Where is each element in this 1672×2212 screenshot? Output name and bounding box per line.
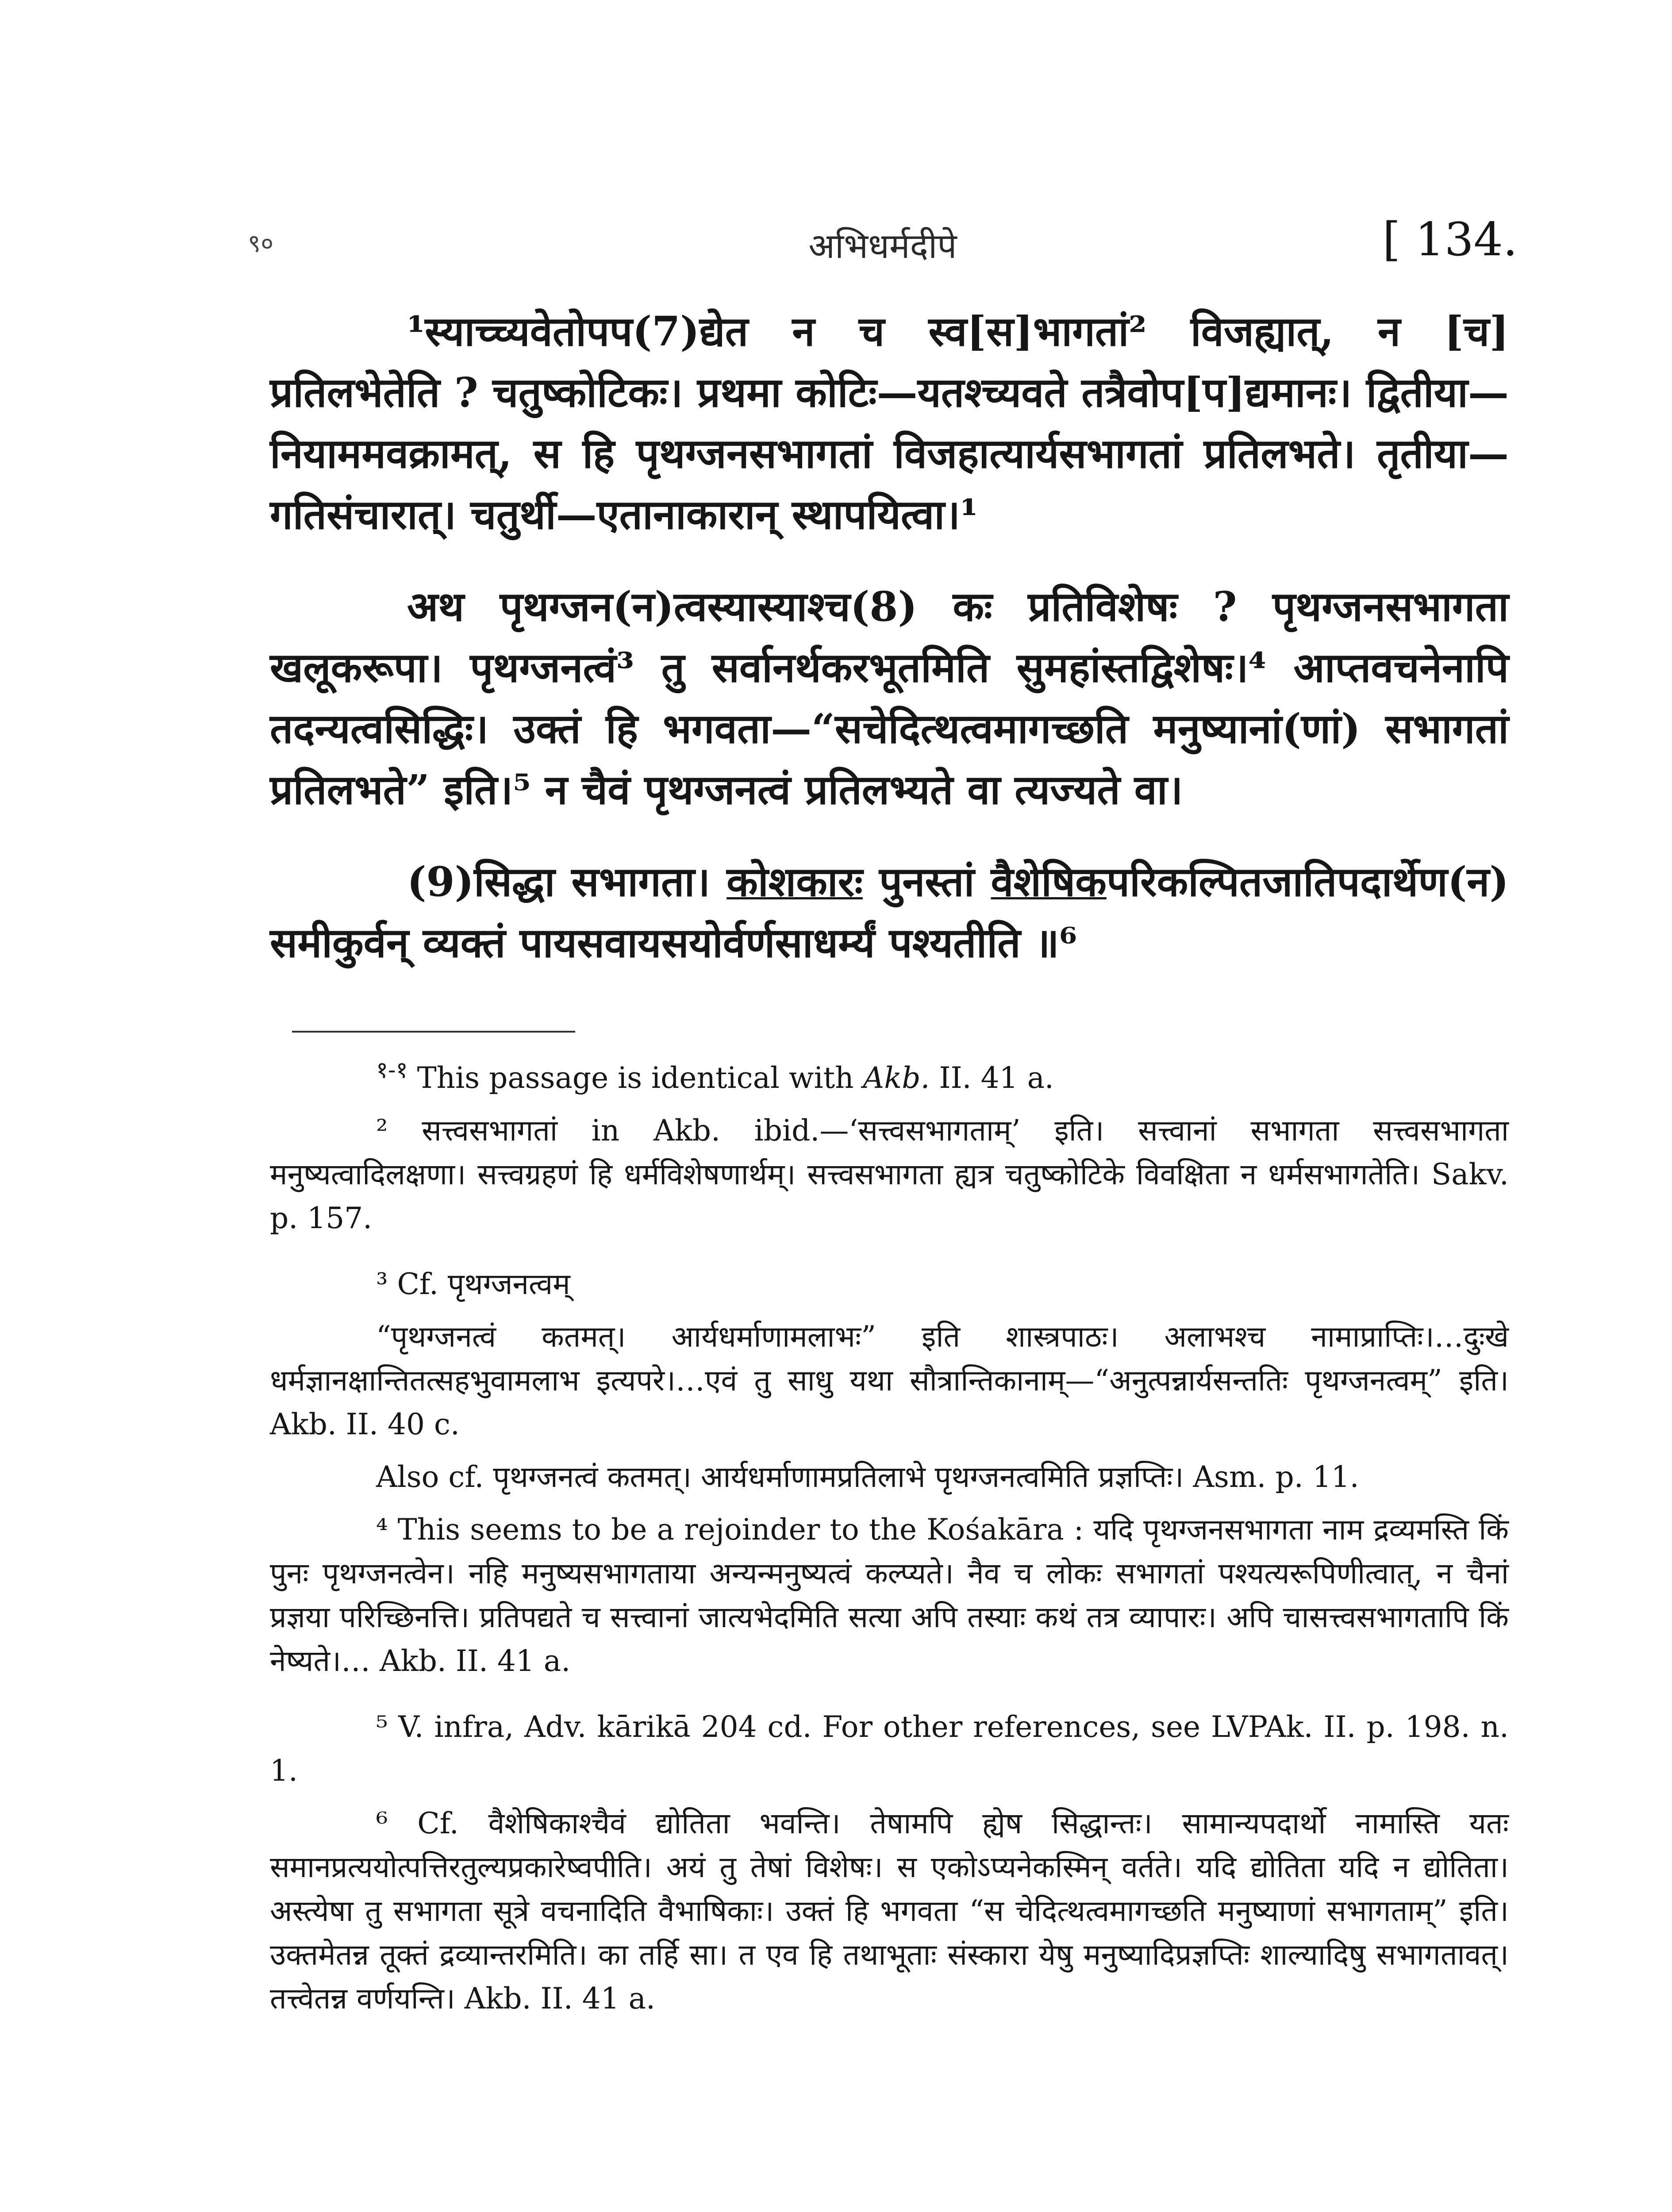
footnote-1-loc: II. 41 a. bbox=[939, 1061, 1054, 1095]
footnote-1-ref: Akb. bbox=[863, 1061, 930, 1095]
footnote-3-body: “पृथग्जनत्वं कतमत्। आर्यधर्माणामलाभः” इति शास्त्रपाठः। अलाभश्च नामाप्राप्तिः।…दुःखे धर्मज्ञानक्षान्तितत्सहभुवामलाभ इत्यपरे।…एवं तु साधु यथा सौत्रान्तिकानाम्—“अनुत्पन्नार्यसन्ततिः पृथग्जनत्वम्” इति। Akb. II. 40 c. bbox=[270, 1320, 1509, 1441]
main-text bbox=[270, 301, 1509, 1004]
main-paragraph-1: ¹स्याच्च्यवेतोपप(7)द्येत न च स्व[स]भागतां² विजह्यात्, न [च] प्रतिलभेतेति ? चतुष्कोटिकः। प्रथमा कोटिः—यतश्च्यवते तत्रैवोप[प]द्यमानः। द्वितीया—नियाममवक्रामत्, स हि पृथग्जनसभागतां विजहात्यार्यसभागतां प्रतिलभते। तृतीया—गतिसंचारात्। चतुर्थी—एतानाकारान् स्थापयित्वा।¹ bbox=[270, 307, 1509, 538]
footnote-5: ⁵ V. infra, Adv. kārikā 204 cd. For other references, see LVPAk. II. p. 198. n. 1. bbox=[270, 1710, 1509, 1788]
footnote-6: ⁶ Cf. वैशेषिकाश्चैवं द्योतिता भवन्ति। तेषामपि ह्येष सिद्धान्तः। सामान्यपदार्थो नामास्ति यतः समानप्रत्ययोत्पत्तिरतुल्यप्रकारेष्वपीति। अयं तु तेषां विशेषः। स एकोऽप्यनेकस्मिन् वर्तते। यदि द्योतिता यदि न द्योतिता। अस्त्येषा तु सभागता सूत्रे वचनादिति वैभाषिकाः। उक्तं हि भगवता “स चेदित्थत्वमागच्छति मनुष्याणां सभागताम्” इति। उक्तमेतन्न तूक्तं द्रव्यान्तरमिति। का तर्हि सा। त एव हि तथाभूताः संस्कारा येषु मनुष्यादिप्रज्ञप्तिः शाल्यादिषु सभागतावत्। तत्त्वेतन्न वर्णयन्ति। Akb. II. 41 a. bbox=[270, 1806, 1509, 2016]
main-paragraph-3 bbox=[270, 851, 1509, 973]
running-title: अभिधर्मदीपे bbox=[808, 227, 957, 266]
footnote-marker: १-१ bbox=[376, 1057, 408, 1083]
underlined-vaisheshika: वैशेषिक bbox=[991, 858, 1107, 906]
main-paragraph-2: अथ पृथग्जन(न)त्वस्यास्याश्च(8) कः प्रतिविशेषः ? पृथग्जनसभागता खलूकरूपा। पृथग्जनत्वं³ तु सर्वानर्थकरभूतमिति सुमहांस्तद्विशेषः।⁴ आप्तवचनेनापि तदन्यत्वसिद्धिः। उक्तं हि भगवता—“सचेदित्थत्वमागच्छति मनुष्यानां(णां) सभागतां प्रतिलभते” इति।⁵ न चैवं पृथग्जनत्वं प्रतिलभ्यते वा त्यज्यते वा। bbox=[270, 583, 1509, 814]
p3-end: परिकल्पितजातिपदार्थेण(न) समीकुर्वन् व्यक्तं पायसवायसयोर्वर्णसाधर्म्यं पश्यतीति ॥⁶ bbox=[270, 858, 1509, 967]
footnote-1-text: This passage is identical with bbox=[417, 1061, 854, 1095]
footnote-3-also: Also cf. पृथग्जनत्वं कतमत्। आर्यधर्माणामप्रतिलाभे पृथग्जनत्वमिति प्रज्ञप्तिः। Asm. p. 11. bbox=[376, 1460, 1359, 1494]
page-header bbox=[248, 212, 1518, 279]
footnote-4: ⁴ This seems to be a rejoinder to the Kośakāra : यदि पृथग्जनसभागता नाम द्रव्यमस्ति किं पुनः पृथग्जनत्वेन। नहि मनुष्यसभागताया अन्यन्मनुष्यत्वं कल्प्यते। नैव च लोकः सभागतां पश्यत्यरूपिणीत्वात्, न चैनां प्रज्ञया परिच्छिनत्ति। प्रतिपद्यते च सत्त्वानां जात्यभेदमिति सत्या अपि तस्याः कथं तत्र व्यापारः। अपि चासत्त्वसभागतापि किं नेष्यते।… Akb. II. 41 a. bbox=[270, 1513, 1509, 1678]
footnote-3-head: ³ Cf. पृथग्जनत्वम् bbox=[376, 1267, 570, 1301]
footnote-divider bbox=[292, 1031, 575, 1033]
footnote-1 bbox=[270, 1048, 1509, 1100]
footnotes bbox=[270, 1048, 1509, 2029]
p3-start: (9)सिद्धा सभागता। bbox=[407, 858, 727, 906]
p3-middle: पुनस्तां bbox=[862, 858, 991, 906]
underlined-koshakara: कोशकारः bbox=[726, 858, 863, 906]
footnote-2: ² सत्त्वसभागतां in Akb. ibid.—‘सत्त्वसभागताम्’ इति। सत्त्वानां सभागता सत्त्वसभागता मनुष्यत्वादिलक्षणा। सत्त्वग्रहणं हि धर्मविशेषणार्थम्। सत्त्वसभागता ह्यत्र चतुष्कोटिके विवक्षिता न धर्मसभागतेति। Sakv. p. 157. bbox=[270, 1114, 1509, 1235]
folio-number: ९० bbox=[248, 229, 274, 258]
page-reference: [ 134. bbox=[1382, 212, 1518, 266]
